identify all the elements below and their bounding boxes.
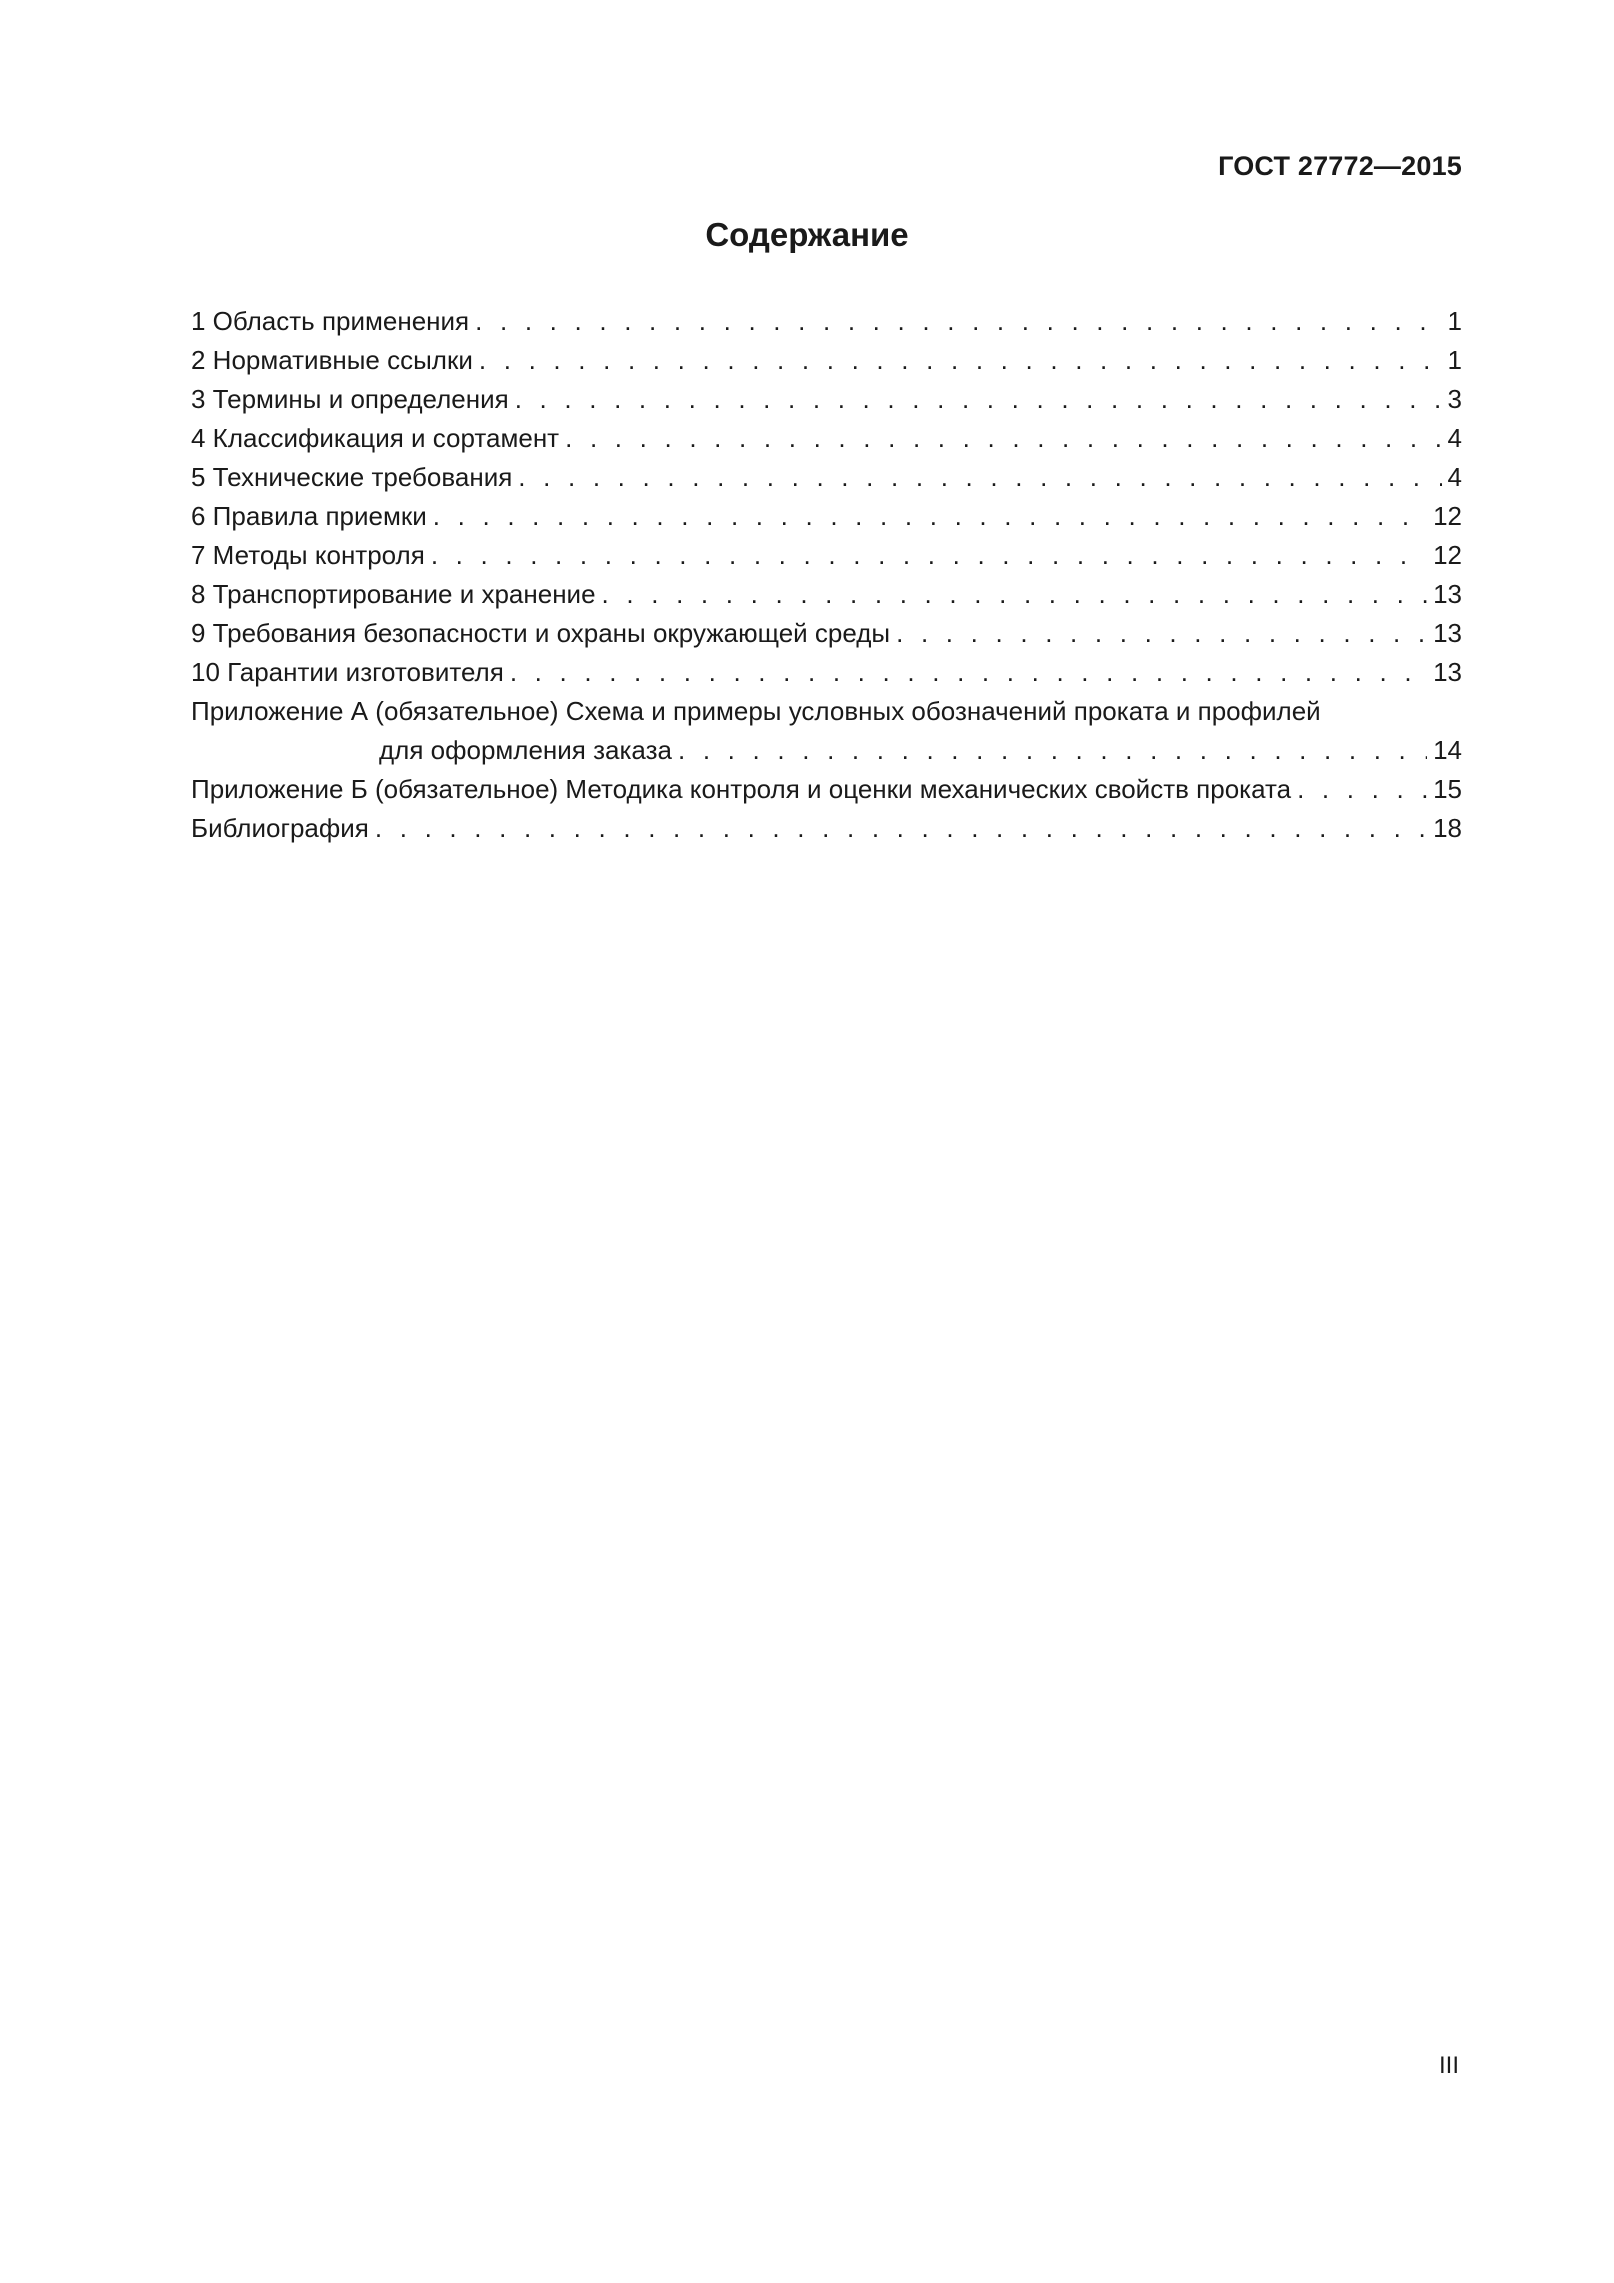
dot-leader [510,653,1427,692]
toc-entry-page: 4 [1447,423,1462,453]
toc-entry-label: 1 Область применения [191,306,470,336]
toc-entry-page: 18 [1433,813,1462,843]
toc-entry-label: 5 Технические требования [191,462,513,492]
toc-entry-page: 1 [1447,345,1462,375]
toc-entry[interactable] [191,614,1462,653]
toc-entry-label: Приложение А (обязательное) Схема и примеры условных обозначений проката и профилей [191,696,1321,726]
toc-entry[interactable] [191,536,1462,575]
dot-leader [565,419,1441,458]
toc-entry[interactable] [191,341,1462,380]
toc-title: Содержание [705,216,909,253]
toc-entry-page: 14 [1433,735,1462,765]
dot-leader [602,575,1428,614]
toc-entry-label: 6 Правила приемки [191,501,427,531]
toc-entry[interactable] [191,380,1462,419]
toc-entry[interactable] [191,809,1462,848]
dot-leader [518,458,1441,497]
toc-entry[interactable] [191,419,1462,458]
dot-leader [433,497,1427,536]
toc-entry-label: 10 Гарантии изготовителя [191,657,504,687]
toc-entry[interactable] [191,770,1462,809]
toc-entry[interactable] [191,497,1462,536]
toc-entry-label: 9 Требования безопасности и охраны окружающей среды [191,618,891,648]
toc-entry-label: Библиография [191,813,369,843]
toc-entry-page: 13 [1433,657,1462,687]
document-code: ГОСТ 27772—2015 [1218,151,1462,181]
toc-entry-page: 12 [1433,501,1462,531]
toc-entry-page: 13 [1433,618,1462,648]
toc-entry-label: 3 Термины и определения [191,384,509,414]
toc-entry-label: Приложение Б (обязательное) Методика контроля и оценки механических свойств проката [191,774,1292,804]
dot-leader [1297,770,1427,809]
dot-leader [515,380,1442,419]
toc-entry-page: 1 [1447,306,1462,336]
toc-entry[interactable] [191,302,1462,341]
page-number: III [1438,2052,1459,2079]
toc-entry-label: 7 Методы контроля [191,540,425,570]
toc-entry-page: 3 [1447,384,1462,414]
toc-entry[interactable] [191,458,1462,497]
toc-entry[interactable] [191,692,1462,770]
toc-entry-label: 4 Классификация и сортамент [191,423,560,453]
dot-leader [475,302,1441,341]
toc-entry-page: 13 [1433,579,1462,609]
dot-leader [479,341,1442,380]
dot-leader [896,614,1427,653]
table-of-contents [191,302,1462,848]
toc-entry[interactable] [191,653,1462,692]
toc-entry[interactable] [191,575,1462,614]
toc-entry-label-continuation: для оформления заказа [379,735,672,765]
toc-entry-page: 15 [1433,774,1462,804]
dot-leader [678,731,1427,770]
toc-entry-label: 2 Нормативные ссылки [191,345,473,375]
toc-entry-page: 4 [1447,462,1462,492]
toc-entry-page: 12 [1433,540,1462,570]
dot-leader [431,536,1427,575]
dot-leader [375,809,1427,848]
toc-entry-label: 8 Транспортирование и хранение [191,579,596,609]
